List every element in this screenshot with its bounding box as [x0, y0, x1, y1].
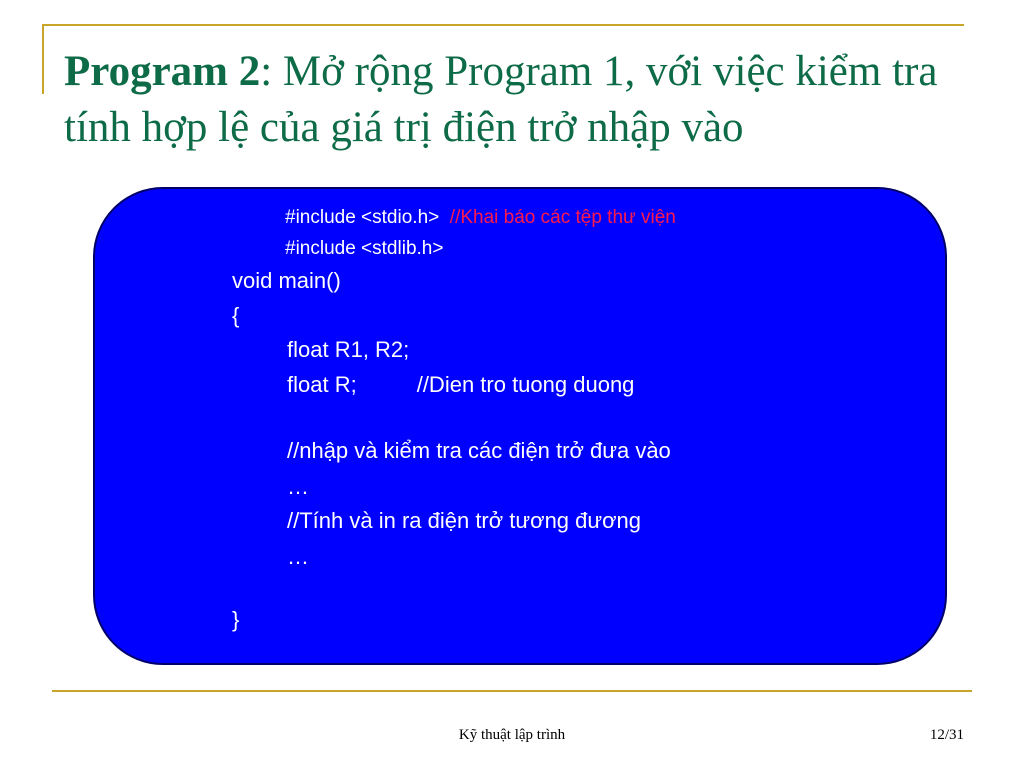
code-comment-equivalent: //Dien tro tuong duong — [416, 372, 635, 397]
code-line-float-r1-r2: float R1, R2; — [287, 337, 410, 362]
slide-frame-top-rule — [42, 24, 964, 26]
code-line-close-brace: } — [232, 607, 240, 632]
slide-title — [64, 44, 994, 156]
code-comment-library: //Khai báo các tệp thư viện — [449, 207, 676, 228]
code-line-open-brace: { — [232, 303, 240, 328]
code-line-ellipsis-1: … — [287, 474, 309, 499]
title-program-label: Program 2 — [64, 48, 261, 95]
code-float-r: float R; — [287, 372, 357, 397]
slide-frame-left-rule — [42, 24, 44, 94]
code-line-include-stdio — [285, 207, 676, 229]
code-line-input-comment: //nhập và kiểm tra các điện trở đưa vào — [287, 438, 671, 463]
footer-rule — [52, 690, 972, 692]
code-line-compute-comment: //Tính và in ra điện trở tương đương — [287, 508, 642, 533]
footer-course-title: Kỹ thuật lập trình — [458, 727, 566, 743]
code-block — [93, 187, 947, 665]
code-line-float-r — [287, 372, 634, 398]
code-line-main: void main() — [232, 268, 341, 293]
footer-page-number: 12/31 — [929, 727, 964, 743]
title-description: : Mở rộng Program 1, với việc kiểm tra tính hợp lệ của giá trị điện trở nhập vào — [64, 48, 938, 151]
code-include-stdio: #include <stdio.h> — [285, 207, 440, 228]
code-line-ellipsis-2: … — [287, 544, 309, 569]
code-line-include-stdlib: #include <stdlib.h> — [285, 238, 444, 259]
